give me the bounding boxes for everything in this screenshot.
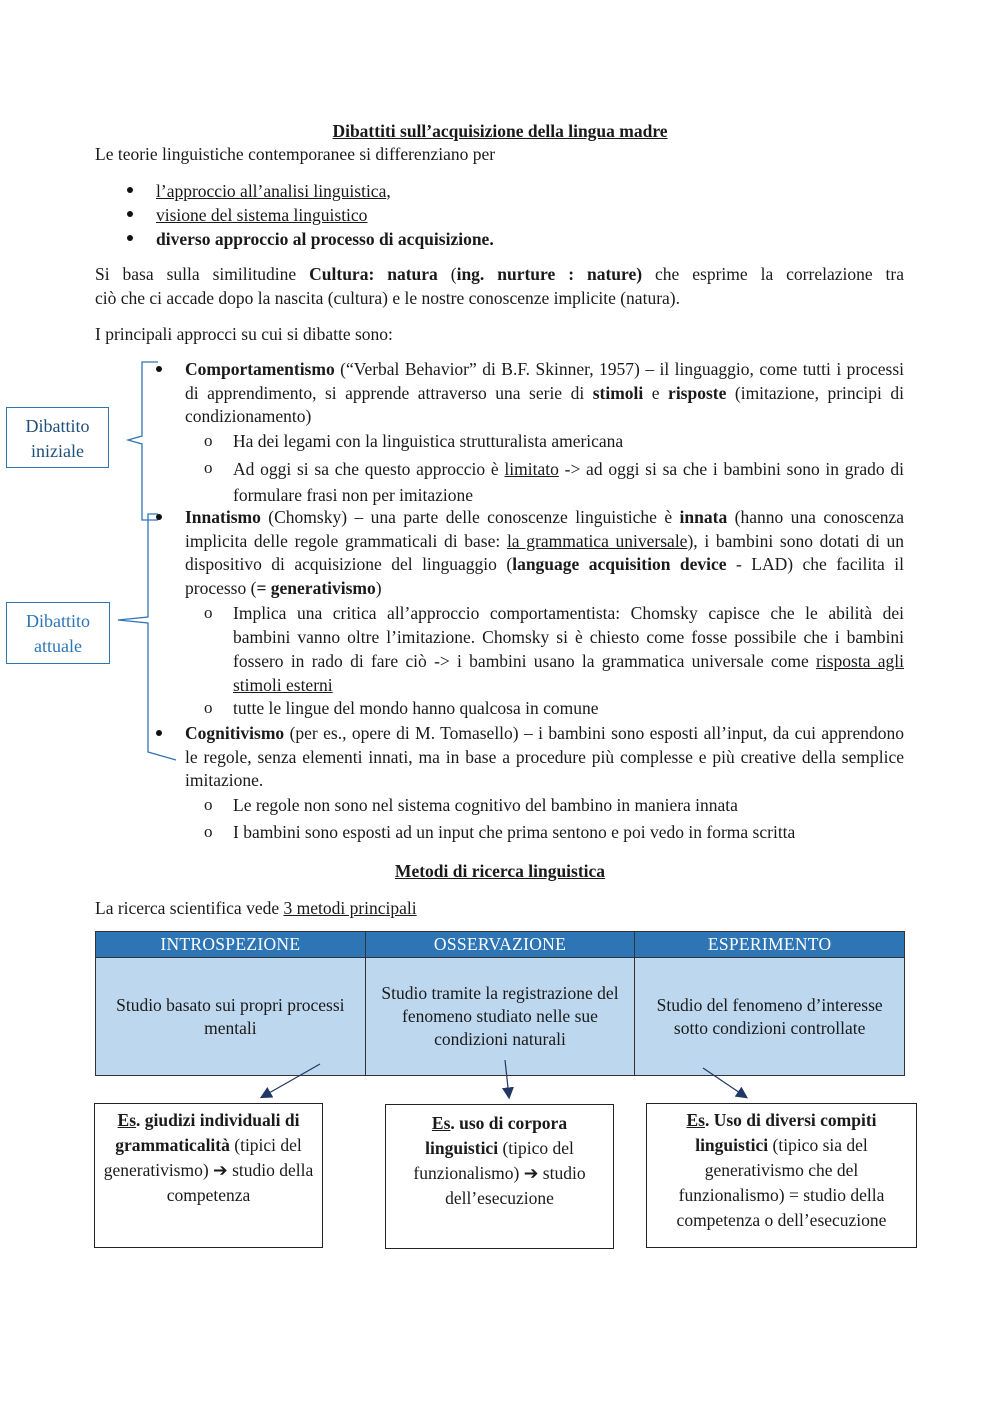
sub-bullet: o — [204, 458, 213, 477]
cognitivism-paragraph: Cognitivismo (per es., opere di M. Tomasello) – i bambini sono esposti all’input, da cui apprendono le regole, senza elementi innati, ma in base a procedure più complesse e più creative della semplice imitazione. — [185, 723, 904, 790]
example-box-introspection: Es. giudizi individuali di grammaticalità (tipici del generativismo) ➔ studio della competenza — [94, 1103, 323, 1248]
list-item: diverso approccio al processo di acquisizione. — [156, 229, 494, 249]
arrows — [0, 1060, 1000, 1105]
nativism-sub-1: Implica una critica all’approccio comportamentista: Chomsky capisce che le abilità dei bambini vanno oltre l’imitazione. Chomsky si è chiesto come fosse possibile che i bambini fossero in rado di fare ciò -> i bambini usano la grammatica universale come risposta agli stimoli esterni — [233, 603, 904, 695]
example-box-observation: Es. uso di corpora linguistici (tipico del funzionalismo) ➔ studio dell’esecuzione — [385, 1104, 614, 1249]
bullet — [156, 730, 162, 736]
methods-intro: La ricerca scientifica vede 3 metodi principali — [95, 898, 417, 918]
label-initial-debate: Dibattito iniziale — [6, 407, 109, 468]
sub-bullet: o — [204, 698, 213, 717]
sub-bullet: o — [204, 822, 213, 841]
list-item: l’approccio all’analisi linguistica, — [156, 181, 391, 201]
cognitivism-sub-2: I bambini sono esposti ad un input che prima sentono e poi vedo in forma scritta — [233, 822, 796, 842]
behaviorism-sub-1: Ha dei legami con la linguistica strutturalista americana — [233, 431, 624, 451]
sub-bullet: o — [204, 603, 213, 622]
methods-title: Metodi di ricerca linguistica — [394, 861, 606, 881]
label-current-debate: Dibattito attuale — [6, 602, 110, 664]
method-header: INTROSPEZIONE — [96, 932, 366, 958]
bullet — [156, 514, 162, 520]
methods-table — [95, 931, 905, 1076]
nativism-paragraph: Innatismo (Chomsky) – una parte delle conoscenze linguistiche è innata (hanno una conoscenza implicita delle regole grammaticali di base: la grammatica universale), i bambini sono dotati di un dispositivo di acquisizione del linguaggio (language acquisition device - LAD) che facilita il processo (= generativismo) — [185, 507, 904, 598]
behaviorism-paragraph: Comportamentismo (“Verbal Behavior” di B.F. Skinner, 1957) – il linguaggio, come tutti i processi di apprendimento, si apprende attraverso una serie di stimoli e risposte (imitazione, principi di condizionamento) — [185, 359, 904, 426]
method-header: ESPERIMENTO — [635, 932, 905, 958]
basis-paragraph: Si basa sulla similitudine Cultura: natura (ing. nurture : nature) che esprime la correlazione tra ciò che ci accade dopo la nascita (cultura) e le nostre conoscenze implicite (natura). — [95, 264, 905, 308]
nativism-sub-2: tutte le lingue del mondo hanno qualcosa in comune — [233, 698, 599, 718]
bracket-lines — [0, 0, 200, 800]
method-description: Studio basato sui propri processi mentali — [96, 958, 366, 1076]
cognitivism-sub-1: Le regole non sono nel sistema cognitivo del bambino in maniera innata — [233, 795, 738, 815]
sub-bullet: o — [204, 795, 213, 814]
approaches-intro: I principali approcci su cui si dibatte sono: — [95, 324, 393, 344]
page-title: Dibattiti sull’acquisizione della lingua madre — [332, 121, 668, 141]
method-description: Studio tramite la registrazione del fenomeno studiato nelle sue condizioni naturali — [365, 958, 635, 1076]
list-item: visione del sistema linguistico — [156, 205, 368, 225]
method-header: OSSERVAZIONE — [365, 932, 635, 958]
method-description: Studio del fenomeno d’interesse sotto condizioni controllate — [635, 958, 905, 1076]
bullet — [156, 366, 162, 372]
sub-bullet: o — [204, 431, 213, 450]
example-box-experiment: Es. Uso di diversi compiti linguistici (tipico sia del generativismo che del funzionalismo) = studio della competenza o dell’esecuzione — [646, 1103, 917, 1248]
behaviorism-sub-2: Ad oggi si sa che questo approccio è limitato -> ad oggi si sa che i bambini sono in grado di formulare frasi non per imitazione — [233, 459, 904, 505]
intro-text: Le teorie linguistiche contemporanee si differenziano per — [95, 144, 496, 164]
